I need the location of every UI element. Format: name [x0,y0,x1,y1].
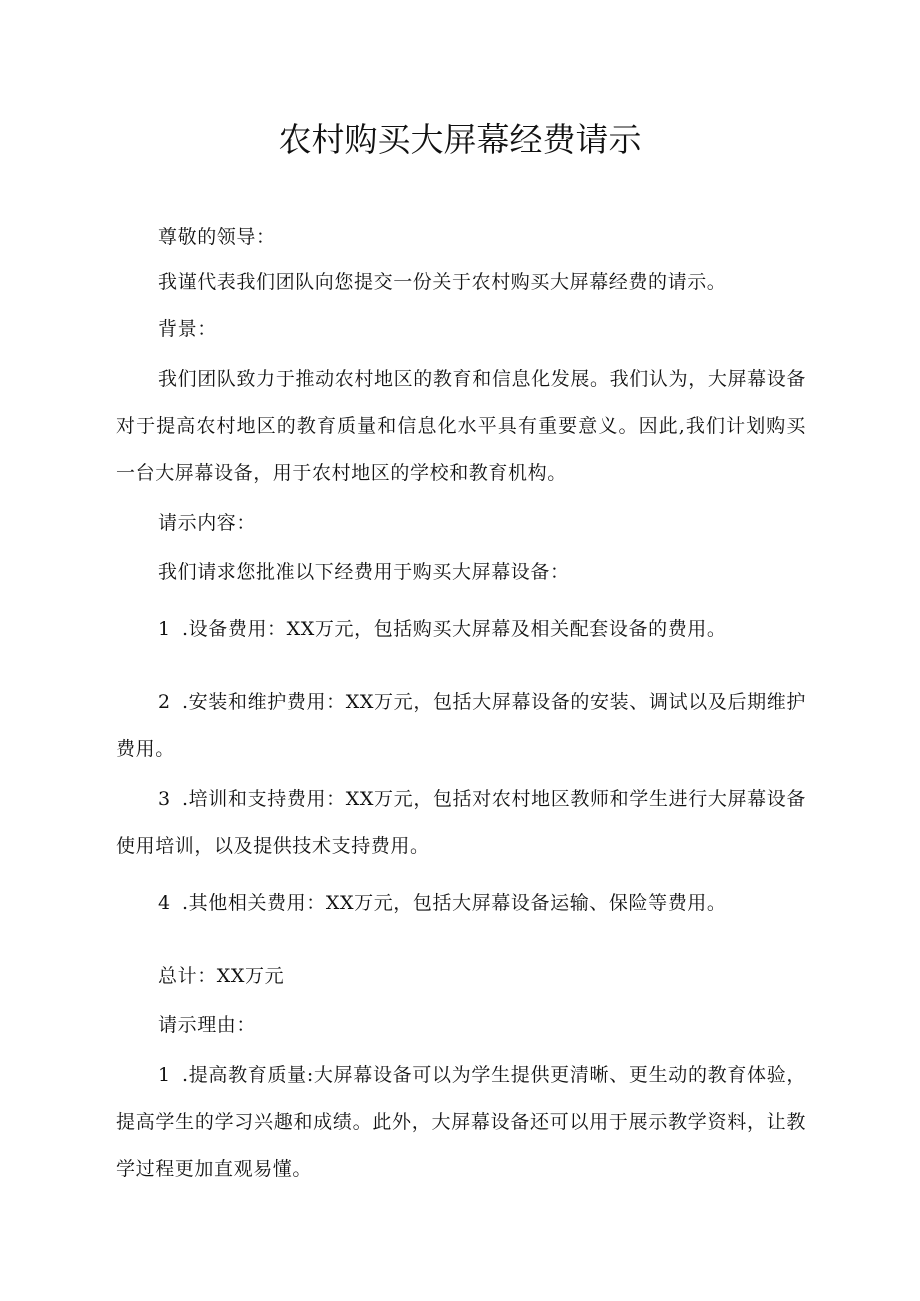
intro-paragraph: 我谨代表我们团队向您提交一份关于农村购买大屏幕经费的请示。 [158,271,727,293]
cost-item-text: .设备费用：XX万元，包括购买大屏幕及相关配套设备的费用。 [182,618,727,640]
cost-item-text: .其他相关费用：XX万元，包括大屏幕设备运输、保险等费用。 [182,892,727,914]
request-intro: 我们请求您批准以下经费用于购买大屏幕设备： [158,561,570,583]
cost-item-number: 3 [158,788,171,810]
cost-item-text: .培训和支持费用：XX万元，包括对农村地区教师和学生进行大屏幕设备使用培训，以及提供技术支持费用。 [116,788,806,857]
cost-item-1 [116,606,806,653]
cost-item-4 [116,880,806,927]
total-line: 总计：XX万元 [158,965,285,987]
cost-item-number: 4 [158,892,171,914]
reason-item-number: 1 [158,1064,171,1086]
cost-item-number: 1 [158,618,171,640]
cost-item-2 [116,679,806,773]
background-paragraph: 我们团队致力于推动农村地区的教育和信息化发展。我们认为，大屏幕设备对于提高农村地区的教育质量和信息化水平具有重要意义。因此,我们计划购买一台大屏幕设备，用于农村地区的学校和教育机构。 [116,368,806,484]
cost-item-3 [116,776,806,870]
salutation: 尊敬的领导： [158,226,276,248]
background-heading: 背景： [158,318,217,340]
reason-item-text: .提高教育质量:大屏幕设备可以为学生提供更清晰、更生动的教育体验，提高学生的学习兴趣和成绩。此外，大屏幕设备还可以用于展示教学资料，让教学过程更加直观易懂。 [116,1064,806,1180]
cost-item-text: .安装和维护费用：XX万元，包括大屏幕设备的安装、调试以及后期维护费用。 [116,691,806,760]
reason-heading: 请示理由： [158,1014,257,1036]
reason-item-1 [116,1052,806,1193]
request-heading: 请示内容： [158,512,257,534]
document-title: 农村购买大屏幕经费请示 [278,120,642,159]
cost-item-number: 2 [158,691,171,713]
